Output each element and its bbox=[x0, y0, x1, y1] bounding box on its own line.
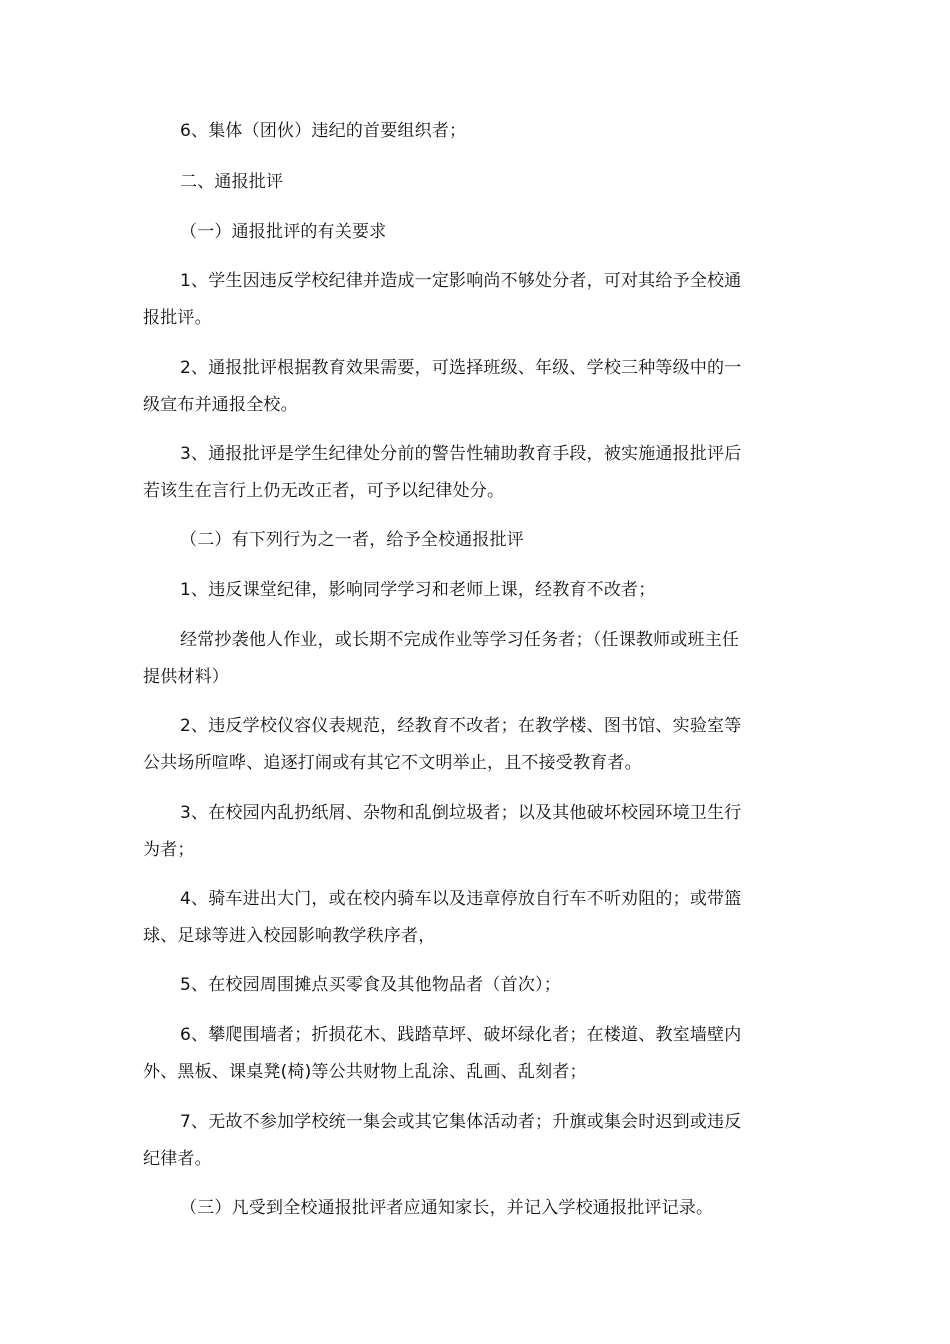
paragraph bbox=[143, 263, 807, 337]
text-line: （三）凡受到全校通报批评者应通知家长，并记入学校通报批评记录。 bbox=[180, 1198, 714, 1218]
text-line: 5、在校园周围摊点买零食及其他物品者（首次）； bbox=[180, 975, 561, 995]
text-line: 1、违反课堂纪律，影响同学学习和老师上课，经教育不改者； bbox=[180, 580, 656, 600]
text-line: 4、骑车进出大门，或在校内骑车以及违章停放自行车不听劝阻的；或带篮 bbox=[180, 889, 742, 909]
section-heading bbox=[143, 164, 807, 201]
text-line: 球、足球等进入校园影响教学秩序者， bbox=[143, 926, 436, 946]
text-line: 外、黑板、课桌凳(椅)等公共财物上乱涂、乱画、乱刻者； bbox=[143, 1062, 587, 1082]
text-line: （二）有下列行为之一者，给予全校通报批评 bbox=[180, 530, 524, 550]
text-line: 3、通报批评是学生纪律处分前的警告性辅助教育手段，被实施通报批评后 bbox=[180, 444, 742, 464]
paragraph bbox=[143, 350, 807, 424]
text-line: 为者； bbox=[143, 840, 195, 860]
text-line: 提供材料） bbox=[143, 667, 229, 687]
paragraph bbox=[143, 795, 807, 869]
paragraph bbox=[143, 1017, 807, 1091]
text-line: 2、通报批评根据教育效果需要，可选择班级、年级、学校三种等级中的一 bbox=[180, 358, 742, 378]
text-line: 公共场所喧哗、追逐打闹或有其它不文明举止，且不接受教育者。 bbox=[143, 753, 642, 773]
paragraph bbox=[143, 622, 807, 696]
text-line: 纪律者。 bbox=[143, 1149, 212, 1169]
paragraph bbox=[143, 113, 807, 150]
text-line: 二、通报批评 bbox=[180, 172, 284, 192]
text-line: 级宣布并通报全校。 bbox=[143, 395, 298, 415]
paragraph bbox=[143, 881, 807, 955]
paragraph bbox=[143, 708, 807, 782]
text-line: 7、无故不参加学校统一集会或其它集体活动者；升旗或集会时迟到或违反 bbox=[180, 1112, 742, 1132]
text-line: 6、集体（团伙）违纪的首要组织者； bbox=[180, 121, 467, 141]
paragraph bbox=[143, 436, 807, 510]
subsection-heading bbox=[143, 214, 807, 251]
text-line: 3、在校园内乱扔纸屑、杂物和乱倒垃圾者；以及其他破坏校园环境卫生行 bbox=[180, 803, 742, 823]
subsection-heading bbox=[143, 1190, 807, 1227]
text-line: 报批评。 bbox=[143, 308, 212, 328]
text-line: 1、学生因违反学校纪律并造成一定影响尚不够处分者，可对其给予全校通 bbox=[180, 271, 742, 291]
text-line: 2、违反学校仪容仪表规范，经教育不改者；在教学楼、图书馆、实验室等 bbox=[180, 716, 742, 736]
text-line: 经常抄袭他人作业，或长期不完成作业等学习任务者；（任课教师或班主任 bbox=[180, 630, 740, 650]
paragraph bbox=[143, 1104, 807, 1178]
paragraph bbox=[143, 572, 807, 609]
paragraph bbox=[143, 967, 807, 1004]
subsection-heading bbox=[143, 522, 807, 559]
text-line: 若该生在言行上仍无改正者，可予以纪律处分。 bbox=[143, 481, 505, 501]
text-line: （一）通报批评的有关要求 bbox=[180, 222, 387, 242]
text-line: 6、攀爬围墙者；折损花木、践踏草坪、破坏绿化者；在楼道、教室墙壁内 bbox=[180, 1025, 742, 1045]
